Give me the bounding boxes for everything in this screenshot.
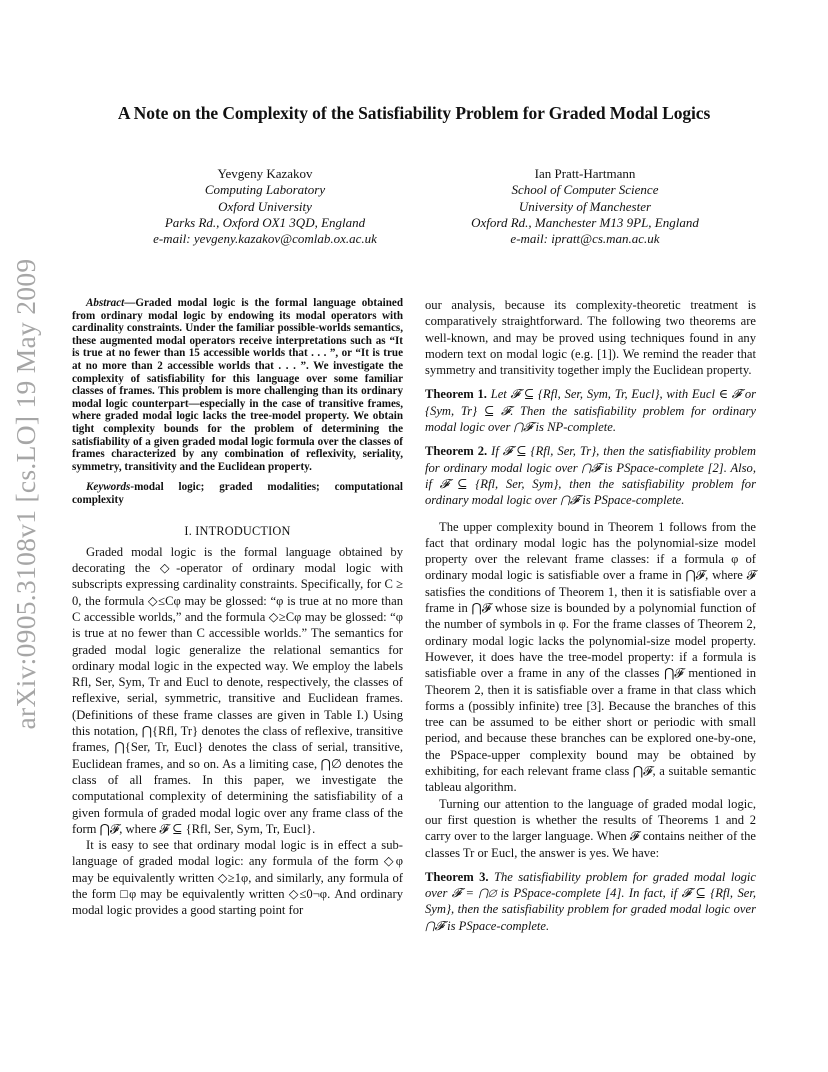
keywords bbox=[72, 481, 403, 506]
theorem-body: The satisfiability problem for graded modal logic over 𝓕 = ⋂∅ is PSpace-complete [4]. In fact, if 𝓕 ⊆ {Rfl, Ser, Sym}, then the satisfiability problem for graded modal logic over ⋂𝓕 is PSpace-complete. bbox=[425, 869, 757, 933]
body-paragraph: Turning our attention to the language of graded modal logic, our first question is whether the results of Theorems 1 and 2 carry over to the larger language. When 𝓕 contains neither of the classes Tr or Eucl, the answer is yes. We have: bbox=[425, 796, 756, 860]
right-column bbox=[425, 297, 756, 934]
body-paragraph: our analysis, because its complexity-theoretic treatment is comparatively straightforward. The following two theorems are well-known, and may be proved using techniques found in any modern text on modal logic (e.g. [1]). We remind the reader that symmetry and transitivity together imply the Euclidean property. bbox=[425, 298, 756, 378]
author-affiliation-line: Oxford University bbox=[218, 198, 312, 214]
arxiv-stamp[interactable] bbox=[6, 258, 46, 730]
author-block-2 bbox=[420, 166, 750, 247]
body-paragraph: Graded modal logic is the formal language obtained by decorating the ◇-operator of ordinary modal logic with subscripts expressing cardinality constraints. Specifically, for C ≥ 0, the formula ◇≤Cφ may be glossed: “φ is true at no more than C accessible worlds,” and the formula ◇≥Cφ may be glossed: “φ is true at no fewer than C accessible worlds.” The semantics for graded modal logic generalize the relational semantics for ordinary modal logic in the expected way. We employ the labels Rfl, Ser, Sym, Tr and Eucl to denote, respectively, the classes of reflexive, serial, symmetric, transitive and Euclidean frames. (Definitions of these frame classes are given in Table I.) Using this notation, ⋂{Rfl, Tr} denotes the class of reflexive, transitive frames, ⋂{Ser, Tr, Eucl} denotes the class of serial, transitive, Euclidean frames, and so on. As a limiting case, ⋂∅ denotes the class of all frames. In this paper, we investigate the computational complexity of determining the satisfiability of a given formula of graded modal logic over any frame class of the form ⋂𝓕, where 𝓕 ⊆ {Rfl, Ser, Sym, Tr, Eucl}. bbox=[72, 544, 403, 836]
author-affiliation-line: University of Manchester bbox=[518, 198, 652, 214]
paper-title: A Note on the Complexity of the Satisfiability Problem for Graded Modal Logics bbox=[117, 103, 711, 123]
author-email[interactable]: e-mail: yevgeny.kazakov@comlab.ox.ac.uk bbox=[153, 231, 377, 247]
abstract-lead: Abstract bbox=[86, 297, 125, 309]
theorem-body: Let 𝓕 ⊆ {Rfl, Ser, Sym, Tr, Eucl}, with Eucl ∈ 𝓕 or {Sym, Tr} ⊆ 𝓕. Then the satisfiability problem for ordinary modal logic over ⋂𝓕 is NP-complete. bbox=[425, 387, 757, 435]
theorem-body: If 𝓕 ⊆ {Rfl, Ser, Tr}, then the satisfiability problem for ordinary modal logic over ⋂𝓕 is PSpace-complete [2]. Also, if 𝓕 ⊆ {Rfl, Ser, Sym}, then the satisfiability problem for ordinary modal logic over ⋂𝓕 is PSpace-complete. bbox=[425, 444, 756, 508]
author-affiliation-line: Parks Rd., Oxford OX1 3QD, England bbox=[164, 214, 366, 230]
author-email[interactable]: e-mail: ipratt@cs.man.ac.uk bbox=[510, 231, 660, 247]
author-affiliation-line: School of Computer Science bbox=[511, 182, 659, 198]
author-block-1 bbox=[100, 166, 430, 247]
keywords-lead: Keywords bbox=[86, 481, 131, 494]
body-paragraph: The upper complexity bound in Theorem 1 follows from the fact that ordinary modal logic has the polynomial-size model property over the relevant frame classes: if a formula φ of ordinary modal logic is satisfiable over a frame in ⋂𝓕, where 𝓕 satisfies the conditions of Theorem 1, then it is satisfiable over a frame in ⋂𝓕 whose size is bounded by a polynomial function of the number of symbols in φ. For the frame classes of Theorem 2, ordinary modal logic lacks the polynomial-size model property. However, it does have the tree-model property: if a formula is satisfiable over a frame in any of the classes ⋂𝓕 mentioned in Theorem 2, then it is satisfiable over a frame in that class which forms a (possibly infinite) tree [3]. Because the branches of this tree can be assumed to be either short or periodic with small period, and because these branches can be explored one-by-one, the PSpace-upper complexity bound may be obtained by exhibiting, for each relevant frame class ⋂𝓕, a suitable semantic tableau algorithm. bbox=[425, 519, 756, 795]
left-column bbox=[72, 297, 403, 919]
theorem-head: Theorem 2. bbox=[425, 444, 488, 459]
theorem-3 bbox=[425, 869, 756, 934]
section-heading: I. INTRODUCTION bbox=[184, 523, 291, 538]
author-name: Ian Pratt-Hartmann bbox=[534, 166, 636, 181]
author-affiliation-line: Oxford Rd., Manchester M13 9PL, England bbox=[471, 214, 699, 230]
body-paragraph: It is easy to see that ordinary modal logic is in effect a sub-language of graded modal logic: any formula of the form ◇φ may be equivalently written ◇≥1φ, and similarly, any formula of the form □φ may be equivalently written ◇≤0¬φ. And ordinary modal logic provides a good starting point for bbox=[72, 838, 403, 918]
theorem-1 bbox=[425, 386, 756, 435]
arxiv-stamp-text: arXiv:0905.3108v1 [cs.LO] 19 May 2009 bbox=[10, 258, 41, 730]
author-name: Yevgeny Kazakov bbox=[217, 166, 313, 181]
theorem-head: Theorem 1. bbox=[425, 387, 487, 402]
theorem-head: Theorem 3. bbox=[425, 869, 489, 884]
abstract-text: —Graded modal logic is the formal language obtained from ordinary modal logic by endowing its modal operators with cardinality constraints. Under the familiar possible-worlds semantics, these augmented modal operators receive interpretations such as “It is true at no fewer than 15 accessible worlds that . . . ”, or “It is true at no more than 2 accessible worlds that . . . ”. We investigate the complexity of satisfiability for this language over some familiar classes of frames. This problem is more challenging than its ordinary modal logic counterpart—especially in the case of transitive frames, where graded modal logic lacks the tree-model property. We obtain tight complexity bounds for the problem of determining the satisfiability of a given graded modal logic formula over the classes of frames characterized by any combination of reflexivity, seriality, symmetry, transitivity and the Euclidean property. bbox=[72, 297, 403, 473]
abstract bbox=[72, 297, 403, 473]
author-affiliation-line: Computing Laboratory bbox=[204, 182, 326, 198]
keywords-text: -modal logic; graded modalities; computational complexity bbox=[72, 481, 403, 506]
theorem-2 bbox=[425, 443, 756, 508]
